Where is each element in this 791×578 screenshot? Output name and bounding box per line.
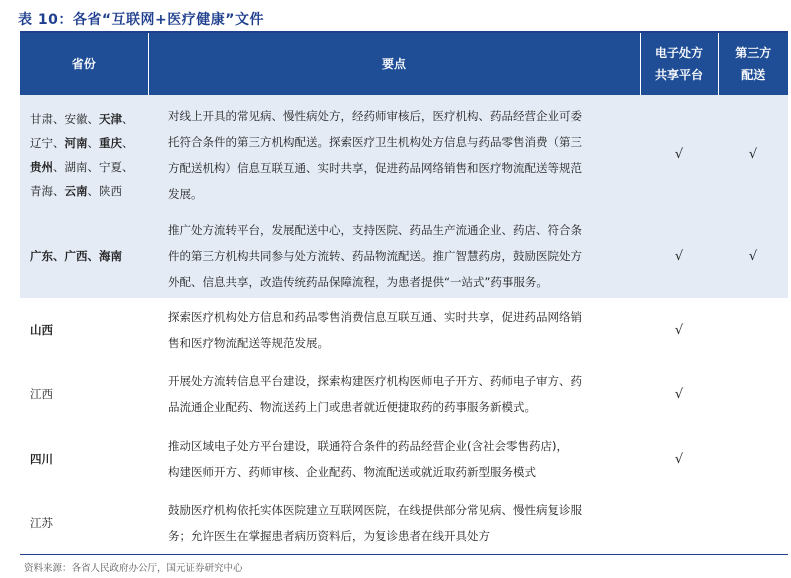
province-text: 广东 bbox=[30, 249, 53, 263]
header-eprescription bbox=[640, 32, 718, 95]
province-text: 、 bbox=[53, 183, 65, 198]
requirements-cell bbox=[148, 426, 640, 492]
eprescription-cell bbox=[640, 214, 718, 298]
province-line bbox=[30, 107, 148, 131]
requirements-cell bbox=[148, 298, 640, 362]
requirements-line: 构建医师开方、药师审核、企业配药、物流配送或就近取药新型服务模式 bbox=[168, 465, 536, 479]
province-text: 、 bbox=[122, 159, 134, 174]
check-mark-icon: √ bbox=[748, 147, 758, 162]
check-mark-icon: √ bbox=[674, 147, 684, 162]
province-cell bbox=[20, 426, 148, 492]
province-text: 、 bbox=[122, 135, 134, 150]
requirements-line: 件的第三方机构共同参与处方流转、药品物流配送。推广智慧药房，鼓励医院处方 bbox=[168, 249, 582, 263]
requirements-line: 务；允许医生在掌握患者病历资料后，为复诊患者在线开具处方 bbox=[168, 529, 490, 543]
province-text: 山西 bbox=[30, 323, 53, 337]
thirdparty-cell bbox=[718, 298, 788, 362]
requirements-line: 鼓励医疗机构依托实体医院建立互联网医院，在线提供部分常见病、慢性病复诊服 bbox=[168, 503, 582, 517]
province-text: 湖南 bbox=[64, 159, 88, 174]
requirements-line: 品流通企业配药、物流送药上门或患者就近便捷取药的药事服务新模式。 bbox=[168, 400, 536, 414]
province-cell bbox=[20, 492, 148, 554]
province-text: 陕西 bbox=[99, 183, 122, 198]
requirements-cell bbox=[148, 95, 640, 214]
bottom-rule bbox=[20, 554, 788, 555]
eprescription-cell bbox=[640, 492, 718, 554]
header-eprescription-line2: 共享平台 bbox=[654, 68, 703, 82]
province-text: 、 bbox=[87, 159, 99, 174]
province-cell bbox=[20, 95, 148, 214]
requirements-line: 售和医疗物流配送等规范发展。 bbox=[168, 336, 329, 350]
requirements-cell bbox=[148, 214, 640, 298]
province-text: 贵州 bbox=[30, 159, 53, 174]
thirdparty-cell bbox=[718, 214, 788, 298]
policy-table-wrapper bbox=[20, 31, 788, 554]
requirements-line: 发展。 bbox=[168, 186, 203, 201]
table-row bbox=[20, 492, 788, 554]
eprescription-cell bbox=[640, 426, 718, 492]
requirements-line: 推动区域电子处方平台建设，联通符合条件的药品经营企业(含社会零售药店)， bbox=[168, 439, 568, 453]
table-title: 表 10：各省“互联网+医疗健康”文件 bbox=[18, 12, 264, 28]
eprescription-cell bbox=[640, 95, 718, 214]
thirdparty-cell bbox=[718, 95, 788, 214]
requirements-line: 对线上开具的常见病、慢性病处方，经药师审核后，医疗机构、药品经营企业可委 bbox=[168, 108, 582, 123]
check-mark-icon: √ bbox=[674, 451, 684, 467]
table-row bbox=[20, 426, 788, 492]
header-thirdparty bbox=[718, 32, 788, 95]
table-row bbox=[20, 214, 788, 298]
province-text: 重庆 bbox=[99, 135, 122, 150]
source-note: 资料来源：各省人民政府办公厅，国元证券研究中心 bbox=[24, 563, 243, 574]
header-thirdparty-line2: 配送 bbox=[741, 68, 766, 82]
eprescription-cell bbox=[640, 298, 718, 362]
province-line bbox=[30, 447, 148, 471]
province-cell bbox=[20, 362, 148, 426]
province-text: 、 bbox=[87, 183, 99, 198]
province-text: 河南 bbox=[64, 135, 88, 150]
province-text: 、 bbox=[53, 135, 65, 150]
province-line bbox=[30, 382, 148, 406]
requirements-line: 推广处方流转平台，发展配送中心，支持医院、药品生产流通企业、药店、符合条 bbox=[168, 223, 582, 237]
header-requirements: 要点 bbox=[148, 32, 640, 95]
province-text: 江苏 bbox=[30, 516, 53, 530]
thirdparty-cell bbox=[718, 426, 788, 492]
province-text: 、 bbox=[87, 135, 99, 150]
table-header-row bbox=[20, 32, 788, 95]
province-text: 天津 bbox=[99, 111, 122, 126]
policy-table bbox=[20, 31, 788, 554]
check-mark-icon: √ bbox=[748, 248, 758, 264]
province-text: 、 bbox=[53, 111, 65, 126]
province-text: 宁夏 bbox=[99, 159, 122, 174]
province-line bbox=[30, 155, 148, 179]
province-text: 安徽 bbox=[64, 111, 88, 126]
province-text: 四川 bbox=[30, 452, 53, 466]
eprescription-cell bbox=[640, 362, 718, 426]
requirements-cell bbox=[148, 362, 640, 426]
province-text: 江西 bbox=[30, 387, 53, 401]
requirements-line: 方配送机构）信息互联互通、实时共享，促进药品网络销售和医疗物流配送等规范 bbox=[168, 160, 582, 175]
province-text: 青海 bbox=[30, 183, 53, 198]
header-thirdparty-line1: 第三方 bbox=[735, 46, 772, 60]
province-line bbox=[30, 131, 148, 155]
table-row bbox=[20, 95, 788, 214]
requirements-line: 探索医疗机构处方信息和药品零售消费信息互联互通、实时共享，促进药品网络销 bbox=[168, 310, 582, 324]
province-cell bbox=[20, 298, 148, 362]
thirdparty-cell bbox=[718, 492, 788, 554]
province-text: 广西 bbox=[64, 249, 88, 263]
province-text: 、 bbox=[122, 111, 134, 126]
province-cell bbox=[20, 214, 148, 298]
check-mark-icon: √ bbox=[674, 322, 684, 338]
province-text: 甘肃 bbox=[30, 111, 53, 126]
province-text: 、 bbox=[87, 249, 99, 263]
province-line bbox=[30, 511, 148, 535]
province-line bbox=[30, 179, 148, 203]
province-text: 云南 bbox=[64, 183, 88, 198]
header-province: 省份 bbox=[20, 32, 148, 95]
requirements-line: 开展处方流转信息平台建设，探索构建医疗机构医师电子开方、药师电子审方、药 bbox=[168, 374, 582, 388]
province-text: 、 bbox=[53, 249, 65, 263]
requirements-cell bbox=[148, 492, 640, 554]
check-mark-icon: √ bbox=[674, 248, 684, 264]
table-row bbox=[20, 298, 788, 362]
header-eprescription-line1: 电子处方 bbox=[654, 46, 703, 60]
province-text: 、 bbox=[53, 159, 65, 174]
check-mark-icon: √ bbox=[674, 386, 684, 402]
table-body bbox=[20, 95, 788, 554]
province-text: 、 bbox=[87, 111, 99, 126]
province-text: 海南 bbox=[99, 249, 122, 263]
table-row bbox=[20, 362, 788, 426]
thirdparty-cell bbox=[718, 362, 788, 426]
province-line bbox=[30, 244, 148, 268]
province-line bbox=[30, 318, 148, 342]
province-text: 辽宁 bbox=[30, 135, 53, 150]
requirements-line: 托符合条件的第三方机构配送。探索医疗卫生机构处方信息与药品零售消费（第三 bbox=[168, 134, 582, 149]
requirements-line: 外配、信息共享，改造传统药品保障流程，为患者提供“一站式”药事服务。 bbox=[168, 275, 548, 289]
